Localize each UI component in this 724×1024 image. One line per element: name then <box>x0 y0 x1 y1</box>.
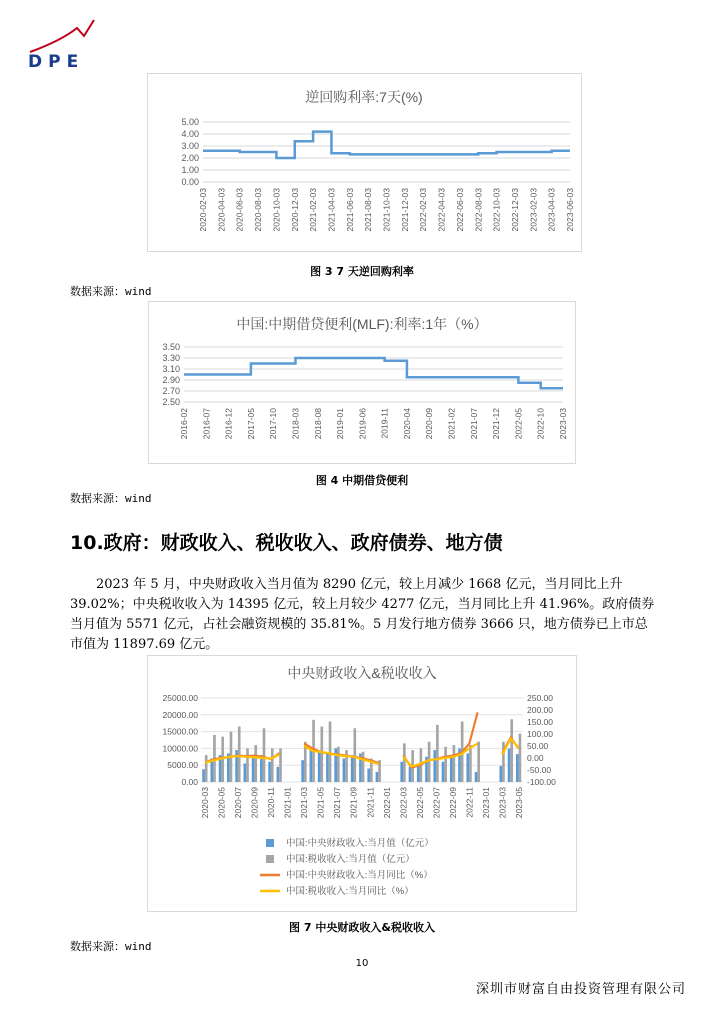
fig3-xtick-label: 2022-12-03 <box>509 188 520 232</box>
fig7-xtick-label: 2022-03 <box>398 787 409 819</box>
fig7-legend-swatch <box>266 855 274 863</box>
fig7-ytick-right: -50.00 <box>527 765 552 775</box>
fig7-chart <box>147 655 577 912</box>
fig3-xtick-label: 2023-02-03 <box>528 188 539 232</box>
fig7-bar <box>466 753 469 782</box>
fig7-bar <box>433 750 436 782</box>
fig7-xtick-label: 2021-05 <box>315 787 326 819</box>
fig4-xtick-label: 2023-03 <box>558 408 568 440</box>
fig7-bar <box>343 758 346 782</box>
fig7-bar <box>510 719 513 782</box>
fig7-xtick-label: 2023-01 <box>480 787 491 819</box>
fig4-xtick-label: 2021-02 <box>446 408 457 440</box>
fig4-ytick-label: 2.70 <box>162 386 180 396</box>
fig4-xtick-label: 2016-02 <box>179 408 189 440</box>
fig4-chart <box>148 301 576 464</box>
fig3-xtick-label: 2022-10-03 <box>491 188 502 232</box>
fig4-xtick-label: 2020-04 <box>401 408 412 440</box>
fig7-bar <box>428 742 431 782</box>
fig3-xtick-label: 2023-04-03 <box>546 188 557 232</box>
fig7-xtick-label: 2021-11 <box>365 787 376 818</box>
fig4-title: 中国:中期借贷便利(MLF):利率:1年（%） <box>236 316 488 332</box>
fig7-bar <box>252 757 255 782</box>
fig7-ytick-right: 250.00 <box>527 693 553 703</box>
fig4-xtick-label: 2016-07 <box>201 408 212 440</box>
fig7-bar <box>362 752 365 782</box>
fig3-xtick-label: 2020-10-03 <box>271 188 282 232</box>
fig7-xtick-label: 2022-11 <box>464 787 475 818</box>
fig3-ytick-label: 4.00 <box>181 129 199 139</box>
fig7-bar <box>268 762 271 782</box>
fig4-ytick-label: 3.50 <box>162 342 180 352</box>
fig3-xtick-label: 2022-02-03 <box>418 188 429 232</box>
fig7-bar <box>376 772 379 782</box>
fig3-chart <box>147 73 582 252</box>
fig7-bar <box>238 727 241 782</box>
fig4-xtick-label: 2021-07 <box>468 408 479 440</box>
fig3-title: 逆回购利率:7天(%) <box>305 89 423 105</box>
fig4-xtick-label: 2020-09 <box>424 408 435 440</box>
fig7-bar <box>202 769 205 782</box>
fig7-title: 中央财政收入&税收收入 <box>287 665 437 681</box>
fig3-xtick-label: 2020-12-03 <box>289 188 300 232</box>
fig7-ytick-left: 25000.00 <box>162 693 198 703</box>
fig7-bar <box>301 760 304 782</box>
fig7-ytick-left: 15000.00 <box>162 726 198 737</box>
fig4-ytick-label: 3.10 <box>162 364 180 374</box>
fig3-ytick-label: 3.00 <box>181 141 199 151</box>
fig7-bar <box>320 727 323 782</box>
section-paragraph: 2023 年 5 月，中央财政收入当月值为 8290 亿元，较上月减少 1668 亿元，当月同比上升 39.02%；中央税收收入为 14395 亿元，较上月较少 4277 亿元，当月同比上升 41.96%。政府债券当月值为 5571 亿元，占社会融资规模的 35.81%。5 月发行地方债券 3666 只，地方债券已上市总市值为 11897.69 亿元。 <box>70 577 655 652</box>
footer-company: 深圳市财富自由投资管理有限公司 <box>475 982 686 997</box>
fig7-ytick-right: 50.00 <box>527 741 549 751</box>
fig7-bar <box>436 725 439 782</box>
fig7-bar <box>351 755 354 782</box>
fig7-bar <box>260 755 263 782</box>
fig4-ytick-label: 3.30 <box>162 353 180 363</box>
fig3-series-line <box>203 132 570 158</box>
fig7-ytick-left: 0.00 <box>181 777 198 787</box>
fig7-bar <box>477 742 480 782</box>
fig3-caption: 图 3 7 天逆回购利率 <box>310 265 414 278</box>
fig7-xtick-label: 2020-05 <box>216 787 227 819</box>
fig4-xtick-label: 2019-01 <box>335 408 346 440</box>
fig4-source: 数据来源：wind <box>70 492 152 505</box>
fig3-xtick-label: 2022-04-03 <box>436 188 447 232</box>
fig3-source: 数据来源：wind <box>70 285 152 298</box>
fig3-ytick-label: 0.00 <box>181 177 199 187</box>
fig7-bar <box>367 769 370 782</box>
fig7-svg <box>148 656 576 911</box>
fig7-bar <box>519 734 522 782</box>
fig7-caption: 图 7 中央财政收入&税收收入 <box>289 921 435 934</box>
fig7-xtick-label: 2021-03 <box>299 787 310 819</box>
fig7-xtick-label: 2023-05 <box>513 787 524 819</box>
fig7-bar <box>205 755 208 782</box>
fig7-legend-label: 中国:中央财政收入:当月值（亿元） <box>286 838 434 849</box>
fig3-xtick-label: 2020-08-03 <box>253 188 264 232</box>
fig4-xtick-label: 2017-10 <box>268 408 279 440</box>
fig4-xtick-label: 2018-08 <box>312 408 323 440</box>
fig3-svg <box>148 74 581 251</box>
fig7-bar <box>516 754 519 782</box>
logo-text: DPE <box>28 52 85 72</box>
fig4-xtick-label: 2022-05 <box>513 408 524 440</box>
fig7-bar <box>499 766 502 782</box>
fig7-xtick-label: 2020-07 <box>233 787 244 819</box>
fig7-xtick-label: 2021-09 <box>348 787 359 819</box>
fig3-xtick-label: 2021-10-03 <box>381 188 392 232</box>
fig7-xtick-label: 2022-05 <box>414 787 425 819</box>
fig4-xtick-label: 2019-06 <box>357 408 368 440</box>
fig7-xtick-label: 2021-01 <box>282 787 293 819</box>
fig3-ytick-label: 2.00 <box>181 153 199 163</box>
fig7-source: 数据来源：wind <box>70 940 152 953</box>
fig7-bar <box>277 767 280 782</box>
fig4-series-line <box>184 358 563 388</box>
fig7-xtick-label: 2021-07 <box>332 787 343 819</box>
fig7-bar <box>246 748 249 782</box>
fig3-xtick-label: 2021-12-03 <box>399 188 410 232</box>
fig7-ytick-right: 200.00 <box>527 705 553 715</box>
fig7-bar <box>444 747 447 782</box>
fig3-ytick-label: 1.00 <box>181 165 199 175</box>
fig3-ytick-label: 5.00 <box>181 117 199 127</box>
fig7-bar <box>450 755 453 782</box>
fig7-xtick-label: 2020-11 <box>266 787 277 818</box>
fig3-xtick-label: 2020-02-03 <box>198 188 208 232</box>
fig7-legend-swatch <box>266 839 274 847</box>
fig4-xtick-label: 2018-03 <box>290 408 301 440</box>
fig7-bar <box>475 772 478 782</box>
fig7-bar <box>244 764 247 782</box>
fig7-bar <box>271 748 274 782</box>
fig7-bar <box>417 765 420 782</box>
fig3-xtick-label: 2022-08-03 <box>473 188 484 232</box>
fig3-xtick-label: 2021-08-03 <box>363 188 374 232</box>
fig7-bar <box>353 728 356 782</box>
fig7-xtick-label: 2022-07 <box>431 787 442 819</box>
fig7-bar <box>453 745 456 782</box>
fig7-xtick-label: 2022-09 <box>447 787 458 819</box>
fig7-bar <box>469 745 472 782</box>
fig4-caption: 图 4 中期借贷便利 <box>315 474 409 487</box>
fig7-xtick-label: 2020-09 <box>249 787 260 819</box>
section-heading: 10.政府：财政收入、税收收入、政府债券、地方债 <box>70 532 503 554</box>
fig7-ytick-left: 5000.00 <box>167 760 198 771</box>
page-number: 10 <box>355 958 369 969</box>
fig4-ytick-label: 2.50 <box>162 397 180 407</box>
fig7-ytick-right: -100.00 <box>527 777 556 787</box>
fig3-xtick-label: 2023-06-03 <box>565 188 575 232</box>
fig7-legend-label: 中国:税收收入:当月值（亿元） <box>286 854 415 865</box>
fig7-bar <box>442 762 445 782</box>
fig7-ytick-left: 10000.00 <box>162 743 198 754</box>
fig7-ytick-left: 20000.00 <box>162 709 198 720</box>
fig3-xtick-label: 2021-02-03 <box>308 188 319 232</box>
fig7-xtick-label: 2020-03 <box>200 787 211 819</box>
fig7-ytick-right: 100.00 <box>527 729 553 739</box>
fig7-xtick-label: 2022-01 <box>381 787 392 819</box>
fig3-xtick-label: 2020-04-03 <box>216 188 227 232</box>
fig4-xtick-label: 2016-12 <box>223 408 234 440</box>
fig7-bar <box>254 745 257 782</box>
fig7-bar <box>403 743 406 782</box>
fig3-xtick-label: 2020-06-03 <box>234 188 245 232</box>
fig4-svg <box>149 302 575 463</box>
fig3-xtick-label: 2021-04-03 <box>326 188 337 232</box>
fig7-bar <box>329 722 332 782</box>
fig7-bar <box>310 750 313 782</box>
fig7-bar <box>409 767 412 782</box>
fig7-bar <box>318 752 321 782</box>
fig4-xtick-label: 2019-11 <box>379 408 390 439</box>
fig7-bar <box>400 762 403 782</box>
fig4-ytick-label: 2.90 <box>162 375 180 385</box>
fig7-bar <box>263 728 266 782</box>
fig7-bar <box>508 749 511 782</box>
fig4-xtick-label: 2022-10 <box>535 408 546 440</box>
fig3-xtick-label: 2021-06-03 <box>344 188 355 232</box>
fig7-xtick-label: 2023-03 <box>497 787 508 819</box>
fig7-bar <box>337 747 340 782</box>
fig7-bar <box>326 753 329 782</box>
fig7-legend-label: 中国:税收收入:当月同比（%） <box>286 886 414 897</box>
dpe-logo <box>22 14 122 74</box>
fig3-xtick-label: 2022-06-03 <box>454 188 465 232</box>
fig7-legend-label: 中国:中央财政收入:当月同比（%） <box>286 870 433 881</box>
fig4-xtick-label: 2017-05 <box>245 408 256 440</box>
fig4-xtick-label: 2021-12 <box>491 408 502 440</box>
fig7-ytick-right: 150.00 <box>527 717 553 727</box>
fig7-ytick-right: 0.00 <box>527 753 544 763</box>
